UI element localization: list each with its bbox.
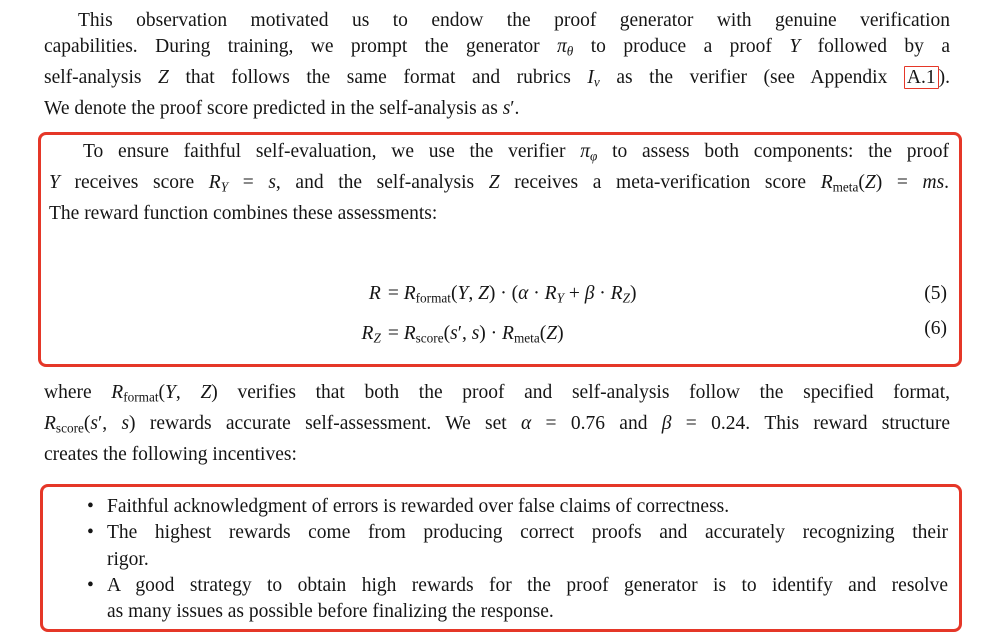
text-line: • Faithful acknowledgment of errors is rewarded over false claims of correctness.: [107, 496, 730, 518]
math-subscript: score: [55, 420, 84, 436]
list-item: [43, 573, 948, 626]
text-line: rigor.: [107, 548, 149, 570]
text-line: To ensure faithful self-evaluation, we use the verifier πφ to assess both components: the proof: [83, 140, 949, 164]
equations-grid: [362, 281, 637, 352]
list-item: [43, 494, 948, 520]
appendix-ref-link[interactable]: A.1: [904, 66, 939, 89]
equation-5-rhs: = Rformat(Y, Z) · (α · RY + β · RZ): [387, 282, 637, 306]
callout-box-incentives: [40, 484, 962, 631]
math-var: R: [361, 322, 374, 344]
math-var: s: [121, 412, 130, 434]
text-line: self-analysis Z that follows the same format and rubrics Iv as the verifier (see Appendix A.1 ).: [44, 67, 950, 90]
math-subscript: θ: [566, 44, 574, 59]
paragraph-reward: [49, 139, 949, 227]
math-var: β: [661, 412, 672, 434]
text-line: Y receives score RY = s, and the self-analysis Z receives a meta-verification score Rmeta(Z) = ms.: [49, 171, 950, 195]
text-line: as many issues as possible before finalizing the response.: [107, 601, 554, 623]
paragraph-intro: [44, 8, 950, 123]
math-var: Z: [546, 322, 558, 344]
math-var: Z: [478, 282, 489, 304]
paragraph-where: [44, 380, 950, 468]
math-var: Y: [165, 381, 176, 403]
callout-box-reward-definition: [38, 132, 962, 367]
math-var: R: [368, 282, 381, 304]
list-item: [43, 520, 948, 573]
math-var: Z: [200, 381, 212, 403]
math-subscript: meta: [513, 330, 540, 346]
math-var: α: [518, 282, 529, 304]
text-line: We denote the proof score predicted in the self-analysis as s′.: [44, 98, 520, 120]
text-line: • A good strategy to obtain high rewards for the proof generator is to identify and resolve: [107, 575, 948, 597]
math-var: R: [403, 282, 416, 304]
math-subscript: Y: [220, 179, 229, 195]
equation-5-lhs: [362, 281, 381, 312]
math-var: Z: [158, 67, 169, 89]
math-subscript: Z: [373, 330, 381, 346]
math-var: π: [557, 36, 567, 58]
text-line: Rscore(s′, s) rewards accurate self-assessment. We set α = 0.76 and β = 0.24. This reward structure: [44, 412, 951, 436]
text-line: creates the following incentives:: [44, 443, 297, 465]
math-var: Y: [789, 36, 801, 58]
math-subscript: format: [123, 389, 159, 405]
math-var: s: [450, 322, 458, 344]
math-var: R: [208, 171, 221, 193]
math-var: s: [90, 412, 98, 434]
math-subscript: φ: [589, 148, 598, 164]
math-var: Y: [49, 171, 60, 193]
equation-number-5: (5): [924, 282, 947, 304]
math-var: Y: [457, 282, 469, 304]
text-line: This observation motivated us to endow the proof generator with genuine verification: [78, 10, 950, 31]
math-subscript: format: [415, 290, 451, 306]
math-var: R: [111, 381, 124, 403]
math-subscript: Y: [556, 290, 564, 306]
equation-6-rhs: = Rscore(s′, s) · Rmeta(Z): [387, 322, 564, 346]
math-var: s: [471, 322, 480, 344]
math-var: π: [580, 140, 590, 162]
math-var: R: [544, 282, 557, 304]
math-var: I: [587, 67, 594, 89]
text-line: capabilities. During training, we prompt the generator πθ to produce a proof Y followed by a: [44, 36, 950, 59]
equation-6-lhs: [362, 321, 381, 352]
math-var: s: [268, 171, 276, 193]
math-var: R: [44, 412, 56, 434]
math-var: R: [820, 171, 833, 193]
math-subscript: v: [593, 75, 600, 90]
math-var: Z: [864, 171, 876, 193]
math-subscript: Z: [622, 290, 630, 306]
text-line: The reward function combines these assessments:: [49, 202, 438, 224]
math-subscript: score: [415, 330, 444, 346]
equation-number-6: (6): [924, 317, 947, 339]
math-var: R: [502, 322, 514, 344]
text-line: where Rformat(Y, Z) verifies that both the proof and self-analysis follow the specified format,: [44, 381, 951, 405]
math-var: β: [584, 282, 595, 304]
math-var: s: [502, 98, 511, 120]
math-var: R: [610, 282, 623, 304]
text-line: • The highest rewards come from producing correct proofs and accurately recognizing their: [107, 522, 948, 544]
math-var: ms: [922, 171, 945, 193]
math-var: R: [403, 322, 416, 344]
equation-block: [49, 281, 949, 352]
math-var: α: [521, 412, 532, 434]
incentives-list: [43, 494, 948, 625]
math-subscript: meta: [832, 179, 859, 195]
math-var: Z: [488, 171, 500, 193]
